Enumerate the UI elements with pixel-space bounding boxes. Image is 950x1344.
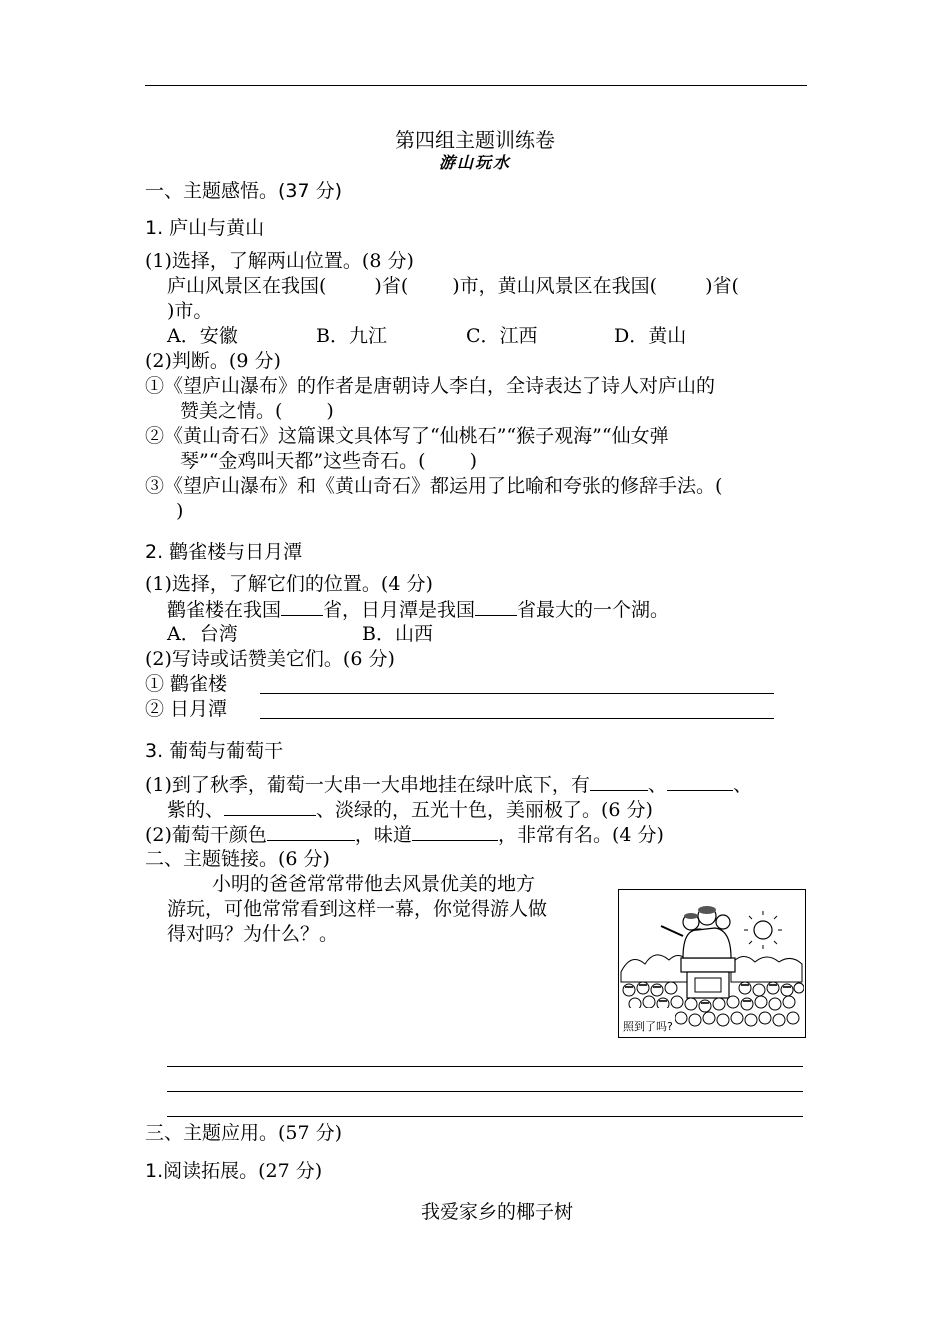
- write-1-label: ① 鹳雀楼: [145, 673, 228, 695]
- q3-p1-text: (1)到了秋季，葡萄一大串一大串地挂在绿叶底下，有: [145, 774, 590, 796]
- answer-line[interactable]: [167, 1091, 803, 1092]
- judge-1-line2: [180, 399, 334, 424]
- blank[interactable]: [590, 772, 648, 791]
- q3-p1-text-b2: 、淡绿的，五光十色，美丽极了。(6 分): [316, 799, 653, 821]
- answer-line[interactable]: [260, 693, 774, 694]
- q1-text-e: )市。: [167, 300, 213, 322]
- q3-p2-text-c: ，非常有名。(4 分): [497, 824, 664, 846]
- q1-text-a: 庐山风景区在我国(: [167, 275, 327, 297]
- page-title: 第四组主题训练卷: [395, 128, 555, 152]
- q1-part2-label: (2)判断。(9 分): [145, 350, 281, 372]
- q2-text-c: 省最大的一个湖。: [517, 599, 670, 621]
- q1-text-b: )省(: [374, 275, 409, 297]
- q2-text-b: 省，日月潭是我国: [323, 599, 476, 621]
- s2-text-1: 小明的爸爸常常带他去风景优美的地方: [212, 873, 536, 895]
- answer-line[interactable]: [167, 1066, 803, 1067]
- q1-part1-label: (1)选择，了解两山位置。(8 分): [145, 250, 414, 272]
- tourist-cartoon-image: [618, 889, 806, 1038]
- judge-2-line1: ②《黄山奇石》这篇课文具体写了“仙桃石”“猴子观海”“仙女弹: [145, 425, 669, 447]
- top-rule: [145, 85, 807, 86]
- judge-2-line2: [180, 449, 477, 474]
- blank[interactable]: [281, 597, 323, 616]
- blank[interactable]: [267, 822, 355, 841]
- q3-part2: [145, 822, 664, 848]
- s2-text-2: 游玩，可他常常看到这样一幕，你觉得游人做: [167, 898, 548, 920]
- write-2-label: ② 日月潭: [145, 698, 228, 720]
- judge-1-line1: ①《望庐山瀑布》的作者是唐朝诗人李白，全诗表达了诗人对庐山的: [145, 375, 716, 397]
- judge-3-close: ): [176, 500, 184, 522]
- q2-option-b: B．山西: [362, 623, 433, 645]
- blank[interactable]: [224, 797, 316, 816]
- q3-p1-text-b1: 紫的、: [167, 799, 225, 821]
- q2-option-a: A．台湾: [167, 623, 238, 645]
- cartoon-caption: 照到了吗?: [623, 1020, 673, 1033]
- q2-text-a: 鹳雀楼在我国: [167, 599, 282, 621]
- q1-title: 1. 庐山与黄山: [145, 217, 265, 239]
- q1-option-b: B．九江: [316, 325, 387, 347]
- page-subtitle: 游山玩水: [438, 153, 511, 172]
- section-2-heading: 二、主题链接。(6 分): [145, 848, 330, 870]
- q1-text-d: )省(: [705, 275, 739, 297]
- q1-part1-text: [167, 274, 739, 299]
- q2-part1-text: [167, 597, 669, 623]
- q3-part1-line1: [145, 772, 752, 798]
- q1-option-a: A．安徽: [167, 325, 238, 347]
- s3-q1: [145, 1159, 322, 1184]
- section-3-heading: 三、主题应用。(57 分): [145, 1122, 343, 1144]
- q3-sep: 、: [647, 774, 667, 796]
- q1-text-c: )市，黄山风景区在我国(: [452, 275, 658, 297]
- q3-part1-line2: [167, 797, 653, 823]
- judge-3-line1: ③《望庐山瀑布》和《黄山奇石》都运用了比喻和夸张的修辞手法。(: [145, 475, 723, 497]
- judge-2-close: ): [469, 450, 477, 472]
- q2-part1-label: (1)选择，了解它们的位置。(4 分): [145, 573, 433, 595]
- s3-q1-label: 阅读拓展。(27 分): [163, 1160, 323, 1182]
- q2-title: 2. 鹳雀楼与日月潭: [145, 541, 303, 563]
- q2-part2-label: (2)写诗或话赞美它们。(6 分): [145, 648, 395, 670]
- judge-2-text: 琴”“金鸡叫天都”这些奇石。(: [180, 450, 426, 472]
- q1-option-d: D．黄山: [614, 325, 687, 347]
- s3-q1-number: 1.: [145, 1160, 164, 1182]
- judge-1-text: 赞美之情。(: [180, 400, 283, 422]
- section-1-heading: 一、主题感悟。(37 分): [145, 180, 343, 202]
- q1-option-c: C．江西: [466, 325, 538, 347]
- q3-title: 3. 葡萄与葡萄干: [145, 740, 284, 762]
- blank[interactable]: [412, 822, 498, 841]
- q3-p2-text-b: ，味道: [354, 824, 412, 846]
- blank[interactable]: [667, 772, 733, 791]
- reading-title: 我爱家乡的椰子树: [420, 1201, 573, 1223]
- judge-1-close: ): [326, 400, 334, 422]
- cartoon-drawing: [619, 890, 804, 1036]
- answer-line[interactable]: [260, 718, 774, 719]
- q3-p2-text-a: (2)葡萄干颜色: [145, 824, 267, 846]
- q3-sep: 、: [732, 774, 752, 796]
- blank[interactable]: [475, 597, 517, 616]
- answer-line[interactable]: [167, 1116, 803, 1117]
- s2-text-3: 得对吗？为什么？。: [167, 923, 339, 945]
